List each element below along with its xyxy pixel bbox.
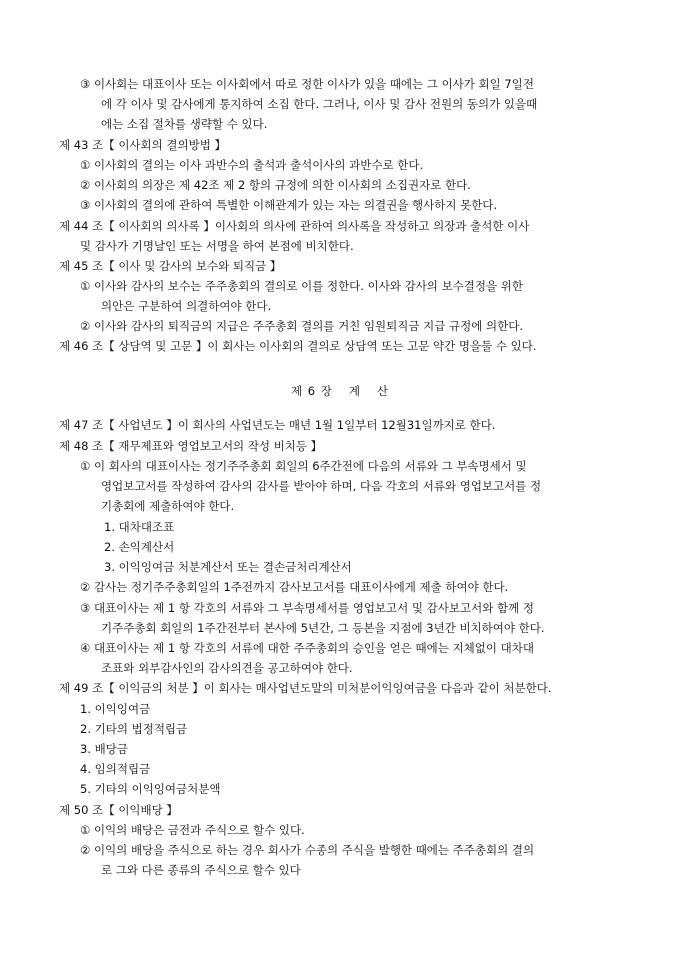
chapter-heading: [0, 383, 680, 399]
text-line: 1. 대차대조표: [104, 520, 175, 534]
chapter-number: 제 6 장: [290, 384, 333, 398]
text-line: 및 감사가 기명날인 또는 서명을 하여 본점에 비치한다.: [80, 239, 354, 253]
text-line: 1. 이익잉여금: [80, 702, 151, 716]
text-line: ① 이사와 감사의 보수는 주주총회의 결의로 이를 정한다. 이사와 감사의 보수결정을 위한: [80, 279, 523, 293]
text-line: 기주주총회 회일의 1주간전부터 본사에 5년간, 그 등본을 지점에 3년간 비치하여야 한다.: [101, 621, 545, 635]
text-line: 제 50 조【 이익배당 】: [59, 803, 178, 817]
text-line: ① 이 회사의 대표이사는 정기주주총회 회일의 6주간전에 다음의 서류와 그 부속명세서 및: [80, 459, 527, 473]
text-line: 제 45 조【 이사 및 감사의 보수와 퇴직금 】: [59, 259, 282, 273]
chapter-title-part-2: 산: [376, 384, 390, 398]
text-line: ② 이사와 감사의 퇴직금의 지급은 주주총회 결의를 거친 임원퇴직금 지급 규정에 의한다.: [80, 319, 523, 333]
text-line: ① 이사회의 결의는 이사 과반수의 출석과 출석이사의 과반수로 한다.: [80, 158, 424, 172]
text-line: ② 이익의 배당을 주식으로 하는 경우 회사가 수종의 주식을 발행한 때에는 주주총회의 결의: [80, 843, 535, 857]
text-line: 4. 임의적립금: [80, 762, 151, 776]
text-line: ③ 대표이사는 제 1 항 각호의 서류와 그 부속명세서를 영업보고서 및 감사보고서와 함께 정: [80, 601, 534, 615]
text-line: 제 46 조【 상담역 및 고문 】이 회사는 이사회의 결의로 상담역 또는 고문 약간 명을둘 수 있다.: [59, 339, 537, 353]
text-line: 의안은 구분하여 의결하여야 한다.: [101, 299, 272, 313]
text-line: ③ 이사회의 결의에 관하여 특별한 이해관계가 있는 자는 의결권을 행사하지 못한다.: [80, 198, 498, 212]
text-line: 제 44 조【 이사회의 의사록 】이사회의 의사에 관하여 의사록을 작성하고 의장과 출석한 이사: [59, 219, 530, 233]
text-line: ① 이익의 배당은 금전과 주식으로 할수 있다.: [80, 823, 305, 837]
text-line: 에 각 이사 및 감사에게 통지하여 소집 한다. 그러나, 이사 및 감사 전원의 동의가 있을때: [101, 97, 538, 111]
text-line: ② 이사회의 의장은 제 42조 제 2 항의 규정에 의한 이사회의 소집권자로 한다.: [80, 178, 471, 192]
text-line: ③ 이사회는 대표이사 또는 이사회에서 따로 정한 이사가 있을 때에는 그 이사가 회일 7일전: [80, 77, 534, 91]
text-line: ② 감사는 정기주주총회일의 1주전까지 감사보고서를 대표이사에게 제출 하여야 한다.: [80, 580, 509, 594]
text-line: 기총회에 제출하여야 한다.: [101, 499, 235, 513]
text-line: 제 43 조【 이사회의 결의방법 】: [59, 138, 226, 152]
text-line: 조표와 외부감사인의 감사의견을 공고하여야 한다.: [101, 661, 353, 675]
text-line: 제 49 조【 이익금의 처분 】이 회사는 매사업년도말의 미처분이익잉여금을 다음과 같이 처분한다.: [59, 681, 552, 695]
text-line: 2. 손익계산서: [104, 540, 175, 554]
text-line: 5. 기타의 이익잉여금처분액: [80, 782, 221, 796]
text-line: ④ 대표이사는 제 1 항 각호의 서류에 대한 주주총회의 승인을 얻은 때에는 지체없이 대차대: [80, 641, 534, 655]
text-line: 에는 소집 절차를 생략할 수 있다.: [101, 117, 268, 131]
text-line: 3. 배당금: [80, 742, 128, 756]
text-line: 영업보고서를 작성하여 감사의 감사를 받아야 하며, 다음 각호의 서류와 영업보고서를 정: [101, 479, 542, 493]
chapter-title-part-1: 계: [348, 384, 361, 398]
text-line: 3. 이익잉여금 처분계산서 또는 결손금처리계산서: [104, 560, 352, 574]
text-line: 제 47 조【 사업년도 】이 회사의 사업년도는 매년 1월 1일부터 12월31일까지로 한다.: [59, 418, 496, 432]
text-line: 제 48 조【 재무제표와 영업보고서의 작성 비치등 】: [59, 439, 323, 453]
text-line: 2. 기타의 법정적립금: [80, 722, 188, 736]
text-line: 로 그와 다른 종류의 주식으로 할수 있다: [101, 863, 301, 877]
